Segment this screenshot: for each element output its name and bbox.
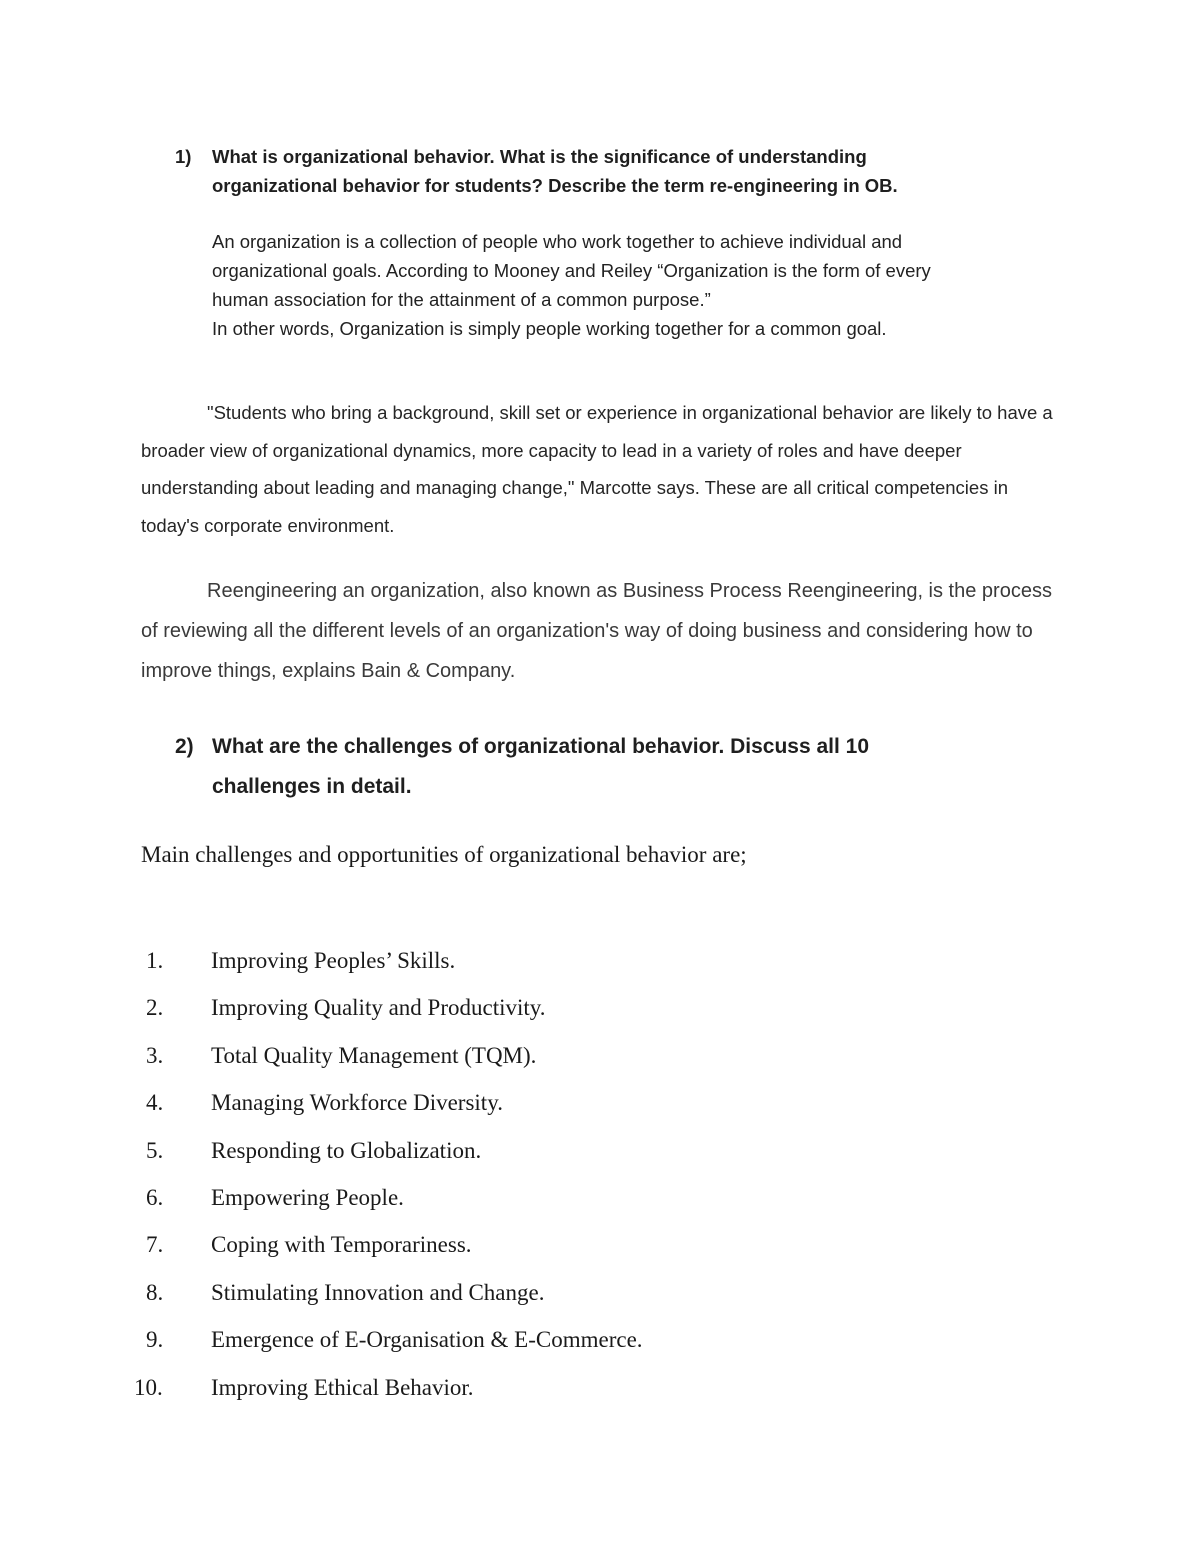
list-item-text: Total Quality Management (TQM). xyxy=(211,1042,537,1068)
list-item-text: Stimulating Innovation and Change. xyxy=(211,1279,545,1305)
list-item xyxy=(0,991,1200,1038)
list-item xyxy=(0,1371,1200,1418)
list-item-number: 7. xyxy=(146,1232,164,1258)
list-item-number: 9. xyxy=(146,1327,164,1353)
question-2-number: 2) xyxy=(175,735,194,758)
list-item-number: 1. xyxy=(146,948,164,973)
list-item-text: Improving Quality and Productivity. xyxy=(211,995,546,1021)
list-item-number: 10. xyxy=(134,1374,163,1400)
list-item xyxy=(0,1086,1200,1133)
reengineering-paragraph: Reengineering an organization, also known as Business Process Reengineering, is the process of reviewing all the different levels of an organization's way of doing business and considering how to improve things, explains Bain & Company. xyxy=(141,580,1052,682)
challenges-list xyxy=(0,944,1200,1418)
question-1-line: What is organizational behavior. What is the significance of understanding xyxy=(212,146,867,167)
question-1-line: organizational behavior for students? Describe the term re-engineering in OB. xyxy=(212,175,898,196)
question-2-line: challenges in detail. xyxy=(212,775,412,798)
answer-1-line: An organization is a collection of people who work together to achieve individual and xyxy=(212,231,903,252)
list-item xyxy=(0,1181,1200,1228)
answer-1-line: human association for the attainment of a common purpose.” xyxy=(212,289,711,310)
question-1-text xyxy=(212,142,1072,200)
list-item-text: Empowering People. xyxy=(211,1184,404,1210)
list-item xyxy=(0,1323,1200,1370)
list-item-text: Emergence of E-Organisation & E-Commerce. xyxy=(211,1327,643,1353)
question-1-number: 1) xyxy=(175,146,192,167)
list-item-number: 4. xyxy=(146,1090,164,1116)
list-item-number: 2. xyxy=(146,995,164,1021)
list-item-number: 5. xyxy=(146,1137,164,1163)
list-item xyxy=(0,1276,1200,1323)
list-item xyxy=(0,1134,1200,1181)
challenges-heading: Main challenges and opportunities of organizational behavior are; xyxy=(141,842,747,867)
list-item-text: Improving Peoples’ Skills. xyxy=(211,948,456,973)
students-paragraph: "Students who bring a background, skill set or experience in organizational behavior are likely to have a broader view of organizational dynamics, more capacity to lead in a variety of roles and have deeper understanding about leading and managing change," Marcotte says. These are all critical competencies in today's corporate environment. xyxy=(141,402,1053,536)
question-2-text xyxy=(212,727,1072,807)
list-item xyxy=(0,944,1200,991)
list-item-text: Coping with Temporariness. xyxy=(211,1232,472,1258)
answer-1-definition xyxy=(212,227,1082,343)
answer-1-line: In other words, Organization is simply people working together for a common goal. xyxy=(212,318,887,339)
question-2-line: What are the challenges of organizational behavior. Discuss all 10 xyxy=(212,735,870,758)
list-item-text: Improving Ethical Behavior. xyxy=(211,1374,474,1400)
answer-1-line: organizational goals. According to Mooney and Reiley “Organization is the form of every xyxy=(212,260,931,281)
list-item-number: 3. xyxy=(146,1042,164,1068)
list-item xyxy=(0,1039,1200,1086)
list-item-text: Managing Workforce Diversity. xyxy=(211,1090,503,1116)
list-item-number: 8. xyxy=(146,1279,164,1305)
list-item-number: 6. xyxy=(146,1184,164,1210)
list-item-text: Responding to Globalization. xyxy=(211,1137,482,1163)
list-item xyxy=(0,1228,1200,1275)
